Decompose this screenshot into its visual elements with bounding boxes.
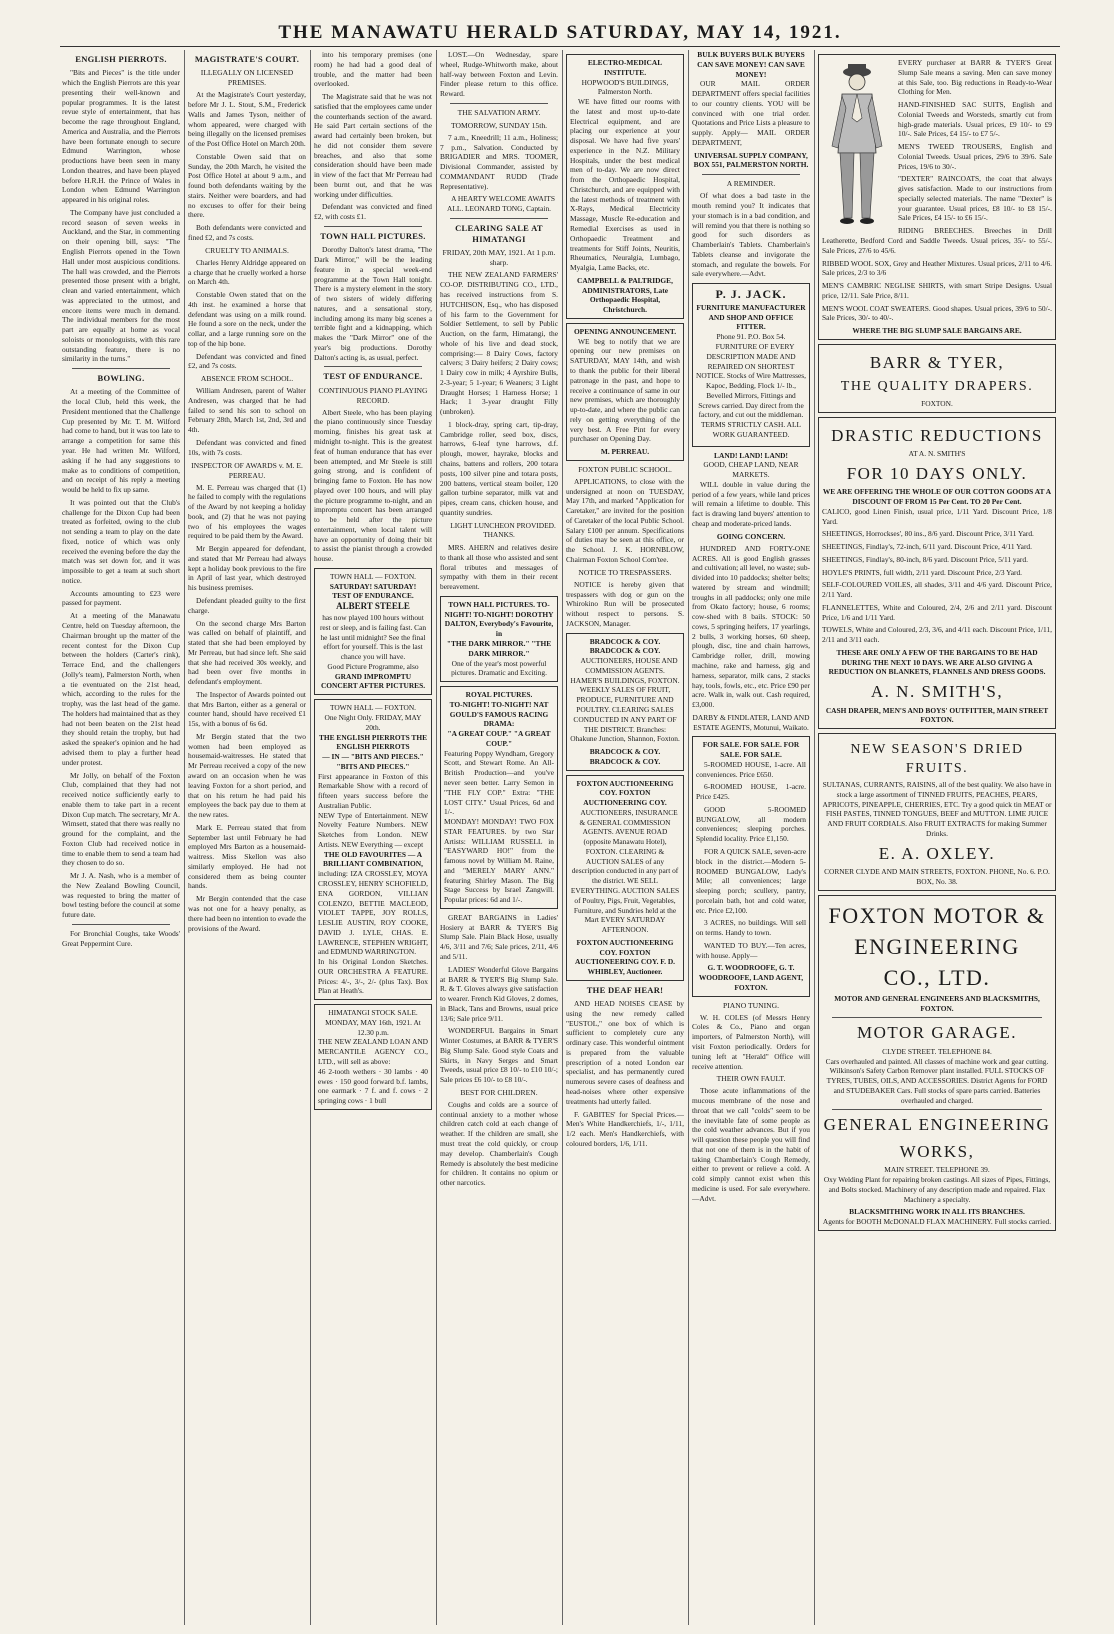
advert-line: Featuring Poppy Wyndham, Gregory Scott, and Stewart Rome. An All-British Production—and you've never seen better. Larry Semon in "THE FLY COP." Extra: "THE LOST CITY." Usual Prices, 6d and 1/-. xyxy=(444,748,554,817)
advert-line: UNIVERSAL SUPPLY COMPANY, BOX 551, PALMERSTON NORTH. xyxy=(693,150,809,170)
paragraph: THE NEW ZEALAND FARMERS' CO-OP. DISTRIBUTING CO., LTD., has received instructions from S. HUTCHISON, Esq., who has disposed of his farm to the Government for Soldier Settlement, to sell by Public Auction, on the farm, Himatangi, the whole of his live and dead stock, comprising:— 8 Dairy Cows, factory calvers; 3 Dairy heifers; 2 Dairy cows; 1 Dairy cow in milk; 4 Ayrshire Bulls, 2-3-year; 5 1-year; 6 Weaners; 3 Light Draught Horses; 1 Harness Horse; 1 Hack; 1 3-year draught Filly (unbroken). xyxy=(440,270,558,417)
advert-line: FURNITURE MANUFACTURER AND SHOP AND OFFICE FITTER. xyxy=(696,302,806,332)
column-divider xyxy=(814,50,815,1625)
paragraph: NOTICE is hereby given that trespassers with dog or gun on the Whirokino Run will be prosecuted without respect to persons. S. JACKSON, Manager. xyxy=(566,579,684,628)
price-line: CALICO, good Linen Finish, usual price, 1/11 Yard. Discount Price, 1/8 Yard. xyxy=(822,506,1052,526)
paragraph: Both defendants were convicted and fined £2, and 7s costs. xyxy=(188,223,306,242)
paragraph: "Bits and Pieces" is the title under which the English Pierrots are this year presenting their well-known and popular programmes. It is the latest revue style of entertainment, that has become the rage throughout England, America and Australia, and the Pierrots have been fortunate enough to secure Edmund Warrington, whose productions have been seen in many London theatres, and have been played before H.R.H. the Prince of Wales in London when Edmund Warrington appeared in his original roles. xyxy=(62,68,180,205)
divider xyxy=(324,226,422,227)
paragraph: William Andresen, parent of Walter Andresen, was charged that he had failed to send his son to school on February 28th, March 1st, 2nd, 3rd and 4th. xyxy=(188,386,306,435)
price-line: HOYLE'S PRINTS, full width, 2/11 yard. Discount Price, 2/3 Yard. xyxy=(822,567,1022,577)
advert-line: P. J. JACK. xyxy=(715,287,787,302)
paragraph: Of what does a bad taste in the mouth remind you? It indicates that your stomach is in a bad condition, and will remind you that there is nothing so good for such disorders as Chamberlain's Tablets. Chamberlain's Tablets cleanse and invigorate the stomach, and regulate the bowels. For sale everywhere.—Advt. xyxy=(692,191,810,279)
sub-heading: THEIR OWN FAULT. xyxy=(716,1074,786,1084)
paragraph: Charles Henry Aldridge appeared on a charge that he cruelly worked a horse on March 4th. xyxy=(188,257,306,287)
sub-heading: CONTINUOUS PIANO PLAYING RECORD. xyxy=(318,385,428,405)
divider xyxy=(450,103,548,104)
article-heading: CLEARING SALE AT HIMATANGI xyxy=(455,222,543,245)
paragraph: Defendant was convicted and fined 10s, with 7s costs. xyxy=(188,438,306,457)
advert-line: THE ENGLISH PIERROTS THE ENGLISH PIERROTS xyxy=(318,732,428,752)
paragraph: GREAT BARGAINS in Ladies' Hosiery at BARR & TYER'S Big Slump Sale. Plain Black Hose, usually 4/6, 3/11 and 7/6; Sale prices, 2/11, 4/6 and 5/11. xyxy=(440,912,558,961)
divider xyxy=(72,924,170,925)
sub-heading: ABSENCE FROM SCHOOL. xyxy=(200,374,294,384)
advert-line: — IN — "BITS AND PIECES." "BITS AND PIECES." xyxy=(322,752,424,771)
sub-heading: BEST FOR CHILDREN. xyxy=(460,1087,538,1097)
advert-line: TOWN HALL PICTURES. TO-NIGHT! TO-NIGHT! DOROTHY DALTON, Everybody's Favourite, in xyxy=(444,599,554,639)
advert-town-hall-pictures xyxy=(440,596,558,682)
masthead-rule xyxy=(60,46,1060,47)
column-3 xyxy=(314,50,432,1625)
sub-heading: GOING CONCERN. xyxy=(716,531,786,541)
advert-line: BLACKSMITHING WORK IN ALL ITS BRANCHES. xyxy=(849,1207,1025,1217)
paragraph: MRS. AHERN and relatives desire to thank all those who assisted and sent floral tributes and messages of sympathy with them in their recent bereavement. xyxy=(440,543,558,592)
advert-dried-fruits xyxy=(818,733,1056,891)
advert-line: First appearance in Foxton of this Remarkable Show with a record of fifteen years success before the Australian Public. xyxy=(318,771,428,810)
paragraph: OUR MAIL ORDER DEPARTMENT offers special facilities to our country clients. YOU will be convinced with one trial order. Quotations and Price Lists a pleasure to supply. Apply— MAIL ORDER DEPARTMENT, xyxy=(692,79,810,147)
divider xyxy=(832,1109,1042,1110)
advert-subtitle: THE QUALITY DRAPERS. xyxy=(840,379,1034,395)
paragraph: GOOD 5-ROOMED BUNGALOW, all modern conveniences; sleeping porches. Splendid locality. Price £1,150. xyxy=(696,804,806,844)
advert-line: MONDAY! MONDAY! TWO FOX STAR FEATURES. by two Star Artists: WILLIAM RUSSELL in "EASYWARD HO!" from the famous novel by William M. Raine, and "MERELY MARY ANN." featuring Shirley Mason. The Big Stage Success by Israel Zangwill. Popular prices: 6d and 1/-. xyxy=(444,817,554,905)
column-divider xyxy=(436,50,437,1625)
sub-heading: FRIDAY, 20th MAY, 1921. At 1 p.m. sharp. xyxy=(442,248,556,268)
column-divider xyxy=(688,50,689,1625)
man-in-suit-illustration xyxy=(822,58,892,228)
paragraph: AUCTIONEERS, INSURANCE & GENERAL COMMISSION AGENTS. AVENUE ROAD (opposite Manawatu Hotel), FOXTON. CLEARING & AUCTION SALES of any description conducted in any part of the district. WE SELL EVERYTHING. AUCTION SALES of Poultry, Pigs, Fruit, Vegetables, Furniture, and Sundries held at the Mart EVERY SATURDAY AFTERNOON. xyxy=(570,807,680,935)
sub-heading: NOTICE TO TRESPASSERS. xyxy=(578,567,672,577)
article-heading: MAGISTRATE'S COURT. xyxy=(194,54,300,64)
advert-line: TEST OF ENDURANCE. xyxy=(332,591,414,601)
column-5 xyxy=(566,50,684,1625)
paragraph: HUNDRED AND FORTY-ONE ACRES. All is good English grasses and cultivation; all level, no waste; sub-divided into 10 paddocks; shelter belts; watered by stream and windmill; troughs in all paddocks; only one mile from Okato factory; house, 6 rooms; cow-shed with 8 bails. STOCK: 50 cows, 5 springing heifers, 17 yearlings, 2 bulls, 3 working horses, 60 sheep, plough, disc, tine and chain harrows, Cambridge roller, drill, mowing machine, rake and harness, gig and harness, separator, milk cans, 2 stacks hay, tools, fowls, etc., etc. Price £90 per acre. Walk in, walk out. Cash required, £3,000. xyxy=(692,543,810,710)
column-7 xyxy=(818,50,1056,1625)
advert-line: One of the year's most powerful pictures. Dramatic and Exciting. xyxy=(451,658,547,678)
advert-line: CAMPBELL & PALTRIDGE, ADMINISTRATORS, Late Orthopaedic Hospital, Christchurch. xyxy=(577,275,673,315)
masthead: THE MANAWATU HERALD SATURDAY, MAY 14, 1921. xyxy=(278,22,842,43)
advert-title: FOR 10 DAYS ONLY. xyxy=(846,463,1028,483)
sub-heading: A REMINDER. xyxy=(726,179,776,189)
advert-line: FOR SALE. FOR SALE. FOR SALE. FOR SALE. xyxy=(702,740,800,760)
advert-line: FOXTON AUCTIONEERING COY. FOXTON AUCTIONEERING COY. xyxy=(576,778,674,808)
advert-drastic-reductions xyxy=(818,417,1056,730)
advert-line: GRAND IMPROMPTU CONCERT AFTER PICTURES. xyxy=(320,671,426,691)
paragraph: LADIES' Wonderful Glove Bargains at BARR & TYER'S Big Slump Sale. R. & T. Gloves always give satisfaction to wearer. French Kid Gloves, 2 domes, in Black, Tans and Browns, usual price 13/6; Sale price 9/11. xyxy=(440,964,558,1023)
paragraph: Mr Bergin contended that the case was not one for a heavy penalty, as there had been no intention to evade the provisions of the Award. xyxy=(188,894,306,933)
advert-line: NEW Type of Entertainment. NEW Novelty Feature Numbers. NEW Sketches from London. NEW Artists. NEW Everything — except xyxy=(318,810,428,849)
article-heading: TOWN HALL PICTURES. xyxy=(320,231,426,242)
column-divider xyxy=(184,50,185,1625)
paragraph: Coughs and colds are a source of continual anxiety to a mother whose children catch cold at each change of weather. If the children are small, she must treat the cold quickly, or croup may develop. Chamberlain's Cough Remedy is absolutely the best medicine for children. It contains no opium or other narcotics. xyxy=(440,1099,558,1188)
paragraph: Albert Steele, who has been playing the piano continuously since Tuesday morning, finishes his great task at midnight to-night. This is the greatest feat of human endurance that has ever been attempted, and Mr Steele is still going strong, and is confident of bringing fame to Foxton. He has now played over 100 hours, and will play the picture programme to-night, and an impromptu concert has been arranged to be held after the picture entertainment, when local talent will have an opportunity of doing their bit to assist the pianist through a crowded house. xyxy=(314,407,432,564)
article-heading: BOWLING. xyxy=(97,373,145,384)
advert-line: G. T. WOODROOFE, G. T. WOODROOFE, LAND AGENT, FOXTON. xyxy=(698,963,804,992)
divider xyxy=(324,366,422,367)
price-line: RIDING BREECHES. Breeches in Drill Leatherette, Bedford Cord and Saddle Tweeds. Usual prices, 35/- to 55/-. Sale Prices, 27/6 to 45/6. xyxy=(822,226,1052,255)
advert-pj-jack xyxy=(692,283,810,447)
advert-opening xyxy=(566,323,684,461)
paragraph: 7 a.m., Kneedrill; 11 a.m., Holiness; 7 p.m., Salvation. Conducted by BRIGADIER and MRS. TOOMER, Divisional Commander, assisted by COMMANDANT RUDD (Trade Representative). xyxy=(440,132,558,191)
advert-line: FOXTON. xyxy=(921,398,953,408)
advert-line: GOOD, CHEAP LAND, NEAR MARKETS. xyxy=(703,460,799,480)
paragraph: SULTANAS, CURRANTS, RAISINS, all of the best quality. We also have in stock a large assortment of TINNED FRUITS, PEACHES, PEARS, APRICOTS, PINEAPPLE, CHERRIES, ETC. Try a good quick tin MEAT or FISH PASTES, TINNED TONGUES, BEEF and MUTTON. LIME JUICE AND FRUIT CORDIALS. Also FRUIT EXTRACTS for making Summer Drinks. xyxy=(822,780,1052,838)
advert-line: CASH DRAPER, MEN'S AND BOYS' OUTFITTER, MAIN STREET FOXTON. xyxy=(825,705,1049,725)
paragraph: into his temporary premises (one room) he had had a good deal of trouble, and the matter had been overlooked. xyxy=(314,50,432,89)
advert-line: LAND! LAND! LAND! xyxy=(714,450,788,460)
paragraph: Constable Owen stated that on the 4th inst. he examined a horse that defendant was using on a milk round. He found a sore on the neck, under the collar, and a large running sore on the top of the hip bone. xyxy=(188,290,306,348)
article-heading: THE DEAF HEAR! xyxy=(586,984,664,995)
sub-heading: ILLEGALLY ON LICENSED PREMISES. xyxy=(200,68,294,88)
advert-line: FOXTON AUCTIONEERING COY. FOXTON AUCTIONEERING COY. F. D. WHIBLEY, Auctioneer. xyxy=(574,937,676,977)
advert-line: Good Picture Programme, also xyxy=(327,661,419,671)
advert-line: WE ARE OFFERING THE WHOLE OF OUR COTTON GOODS AT A DISCOUNT OF FROM 15 Per Cent. TO 20 Per Cent. xyxy=(822,487,1052,506)
advert-line: HIMATANGI STOCK SALE. MONDAY, MAY 16th, 1921. At 12.30 p.m. xyxy=(325,1008,421,1037)
advert-foxton-auctioneering xyxy=(566,775,684,981)
advert-line: including: IZA CROSSLEY, MOYA CROSSLEY, HENRY SCHOFIELD, ENA GORDON, VILLIAN COLENZO, BETTIE MACLEOD, VIOLET TAPPE, JOY ROLLS, LESLIE AUSTIN, ROY COOKE, DAVID J. LYLE, CHAS. E. LAWRENCE, STEPHEN WRIGHT, and EDMUND WARRINGTON. xyxy=(318,869,428,957)
paragraph: Accounts amounting to £23 were passed for payment. xyxy=(62,588,180,608)
advert-line: Agents for BOOTH McDONALD FLAX MACHINERY. Full stocks carried. xyxy=(822,1217,1052,1227)
advert-line: TO-NIGHT! TO-NIGHT! NAT GOULD'S FAMOUS RACING DRAMA: xyxy=(449,699,549,729)
advert-line: "THE DARK MIRROR." "THE DARK MIRROR." xyxy=(446,639,552,658)
advert-line: BULK BUYERS BULK BUYERS CAN SAVE MONEY! CAN SAVE MONEY! xyxy=(697,50,805,79)
paragraph: WANTED TO BUY.—Ten acres, with house. Apply— xyxy=(696,940,806,960)
paragraph: AND HEAD NOISES CEASE by using the new remedy called "EUSTOL," one box of which is sufficient to completely cure any ordinary case. This wonderful ointment is prepared from the valuable prescription of a noted London ear specialist, and has permanently cured numerous severe cases of deafness and head-noises where other expensive treatments had utterly failed. xyxy=(566,999,684,1106)
advert-line: DARBY & FINDLATER, LAND AND ESTATE AGENTS, Motunui, Waikato. xyxy=(692,712,810,732)
paragraph: EVERY purchaser at BARR & TYER'S Great Slump Sale means a saving. Men can save money at this Sale, too. Big reductions in Ready-to-Wear Clothing for Men. xyxy=(898,58,1052,97)
advert-line: MOTOR AND GENERAL ENGINEERS AND BLACKSMITHS, FOXTON. xyxy=(834,993,1040,1013)
paragraph: Mr Bergin stated that the two women had been employed as housemaid-waitresses. He stated that Mr Perreau received a copy of the new award on an occasion when he was leaving Foxton for a short period, and that on his return he had paid his employees the back pay due to them at the new rates. xyxy=(188,731,306,820)
price-line: SHEETINGS, Findlay's, 72-inch, 6/11 yard. Discount Price, 4/11 Yard. xyxy=(822,542,1032,552)
paragraph: The Magistrate said that he was not satisfied that the employees came under the counterhands section of the award. He said Part certain sections of the award had certainly been broken, but he did not consider them severe breaches, and also that some consideration should have been made in view of the fact that Mr Perreau had been burnt out, and that he was working under difficulties. xyxy=(314,92,432,199)
advert-line: THESE ARE ONLY A FEW OF THE BARGAINS TO BE HAD DURING THE NEXT 10 DAYS. WE ARE ALSO GIVING A REDUCTION ON BLANKETS, FLANNELS AND DRESS GOODS. xyxy=(828,647,1046,677)
advert-line: ROYAL PICTURES. xyxy=(465,690,533,700)
paragraph: Defendant was convicted and fined £2, and 7s costs. xyxy=(188,351,306,371)
divider xyxy=(450,218,548,219)
paragraph: W. H. COLES (of Messrs Henry Coles & Co., Piano and organ importers, of Palmerston North), will visit Foxton periodically. Orders for tuning left at "Herald" Office will receive attention. xyxy=(692,1012,810,1071)
advert-electro-medical xyxy=(566,54,684,319)
sub-heading: PIANO TUNING. xyxy=(723,1000,779,1010)
column-6 xyxy=(692,50,810,1625)
advert-title: DRASTIC REDUCTIONS xyxy=(831,425,1043,445)
paragraph: 5-ROOMED HOUSE, 1-acre. All conveniences. Price £650. xyxy=(696,759,806,779)
article-heading: ENGLISH PIERROTS. xyxy=(75,54,167,64)
advert-title: E. A. OXLEY. xyxy=(878,843,996,863)
paragraph: Those acute inflammations of the mucous membrane of the nose and throat that we call "colds" seem to be the inevitable fate of some people as the cold weather advances. But if you will question these people you will find that not one of them is in the habit of taking Chamberlain's Cough Remedy, either to prevent or relieve a cold. A cold simply cannot exist when this medicine is used. For sale everywhere.—Advt. xyxy=(692,1086,810,1203)
advert-bradcock xyxy=(566,633,684,771)
paragraph: APPLICATIONS, to close with the undersigned at noon on TUESDAY, May 17th, and marked "Application for Caretaker," are invited for the position of Caretaker of the local Public School. Salary £100 per annum. Specifications of duties may be seen at this office, or the School. J. K. HORNBLOW, Chairman Foxton School Com'tee. xyxy=(566,476,684,564)
paragraph: The Inspector of Awards pointed out that Mrs Barton, either as a general or counter hand, should have received £1 15s, with a bonus of 6s 6d. xyxy=(188,689,306,729)
advert-line: BRADCOCK & COY. BRADCOCK & COY. xyxy=(589,636,661,656)
price-line: MEN'S WOOL COAT SWEATERS. Good shapes. Usual prices, 39/6 to 50/-. Sale Prices, 30/- to 40/-. xyxy=(822,303,1052,323)
advert-line: M. PERREAU. xyxy=(600,447,650,457)
divider xyxy=(832,1017,1042,1018)
advert-title: WORKS, xyxy=(899,1141,975,1161)
price-line: TOWELS, White and Coloured, 2/3, 3/6, and 4/11 each. Discount Price, 1/11, 2/11 and 3/11 each. xyxy=(822,625,1052,645)
advert-line: TOWN HALL — FOXTON. xyxy=(329,703,417,713)
advert-line: OPENING ANNOUNCEMENT. xyxy=(573,326,677,336)
sub-heading: FOXTON PUBLIC SCHOOL. xyxy=(578,464,672,474)
paragraph: FOR A QUICK SALE, seven-acre block in the district.—Modern 5-ROOMED BUNGALOW, Lady's Mile; all conveniences; large sleeping porch; scullery, pantry, porcelain bath, hot and cold water, etc. Price £2,100. xyxy=(696,846,806,915)
price-line: FLANNELETTES, White and Coloured, 2/4, 2/6 and 2/11 yard. Discount Price, 1/6 and 1/11 Yard. xyxy=(822,602,1052,622)
advert-line: Phone 91. P.O. Box 54. xyxy=(716,332,786,342)
column-2 xyxy=(188,50,306,1625)
advert-title: GENERAL ENGINEERING xyxy=(823,1115,1051,1135)
paragraph: Oxy Welding Plant for repairing broken castings. All sizes of Pipes, Fittings, and Bolts stocked. Machinery of any description made and repaired. Flax Machinery a specialty. xyxy=(823,1175,1051,1204)
article-heading: TEST OF ENDURANCE. xyxy=(323,371,423,382)
advert-barr-tyer xyxy=(818,54,1056,340)
paragraph: M. E. Perreau was charged that (1) he failed to comply with the regulations of the Award by not keeping a holiday book, and (2) that he was not paying two of his employees the wages required to be paid them by the Award. xyxy=(188,482,306,541)
advert-english-pierrots xyxy=(314,699,432,1000)
paragraph: It was pointed out that the Club's challenge for the Dixon Cup had been treated as forfeited, owing to the club not sending a team to play on the date fixed, notice of which was only received the evening before the day the match was set down for, and it was impossible to get a team at such short notice. xyxy=(62,497,180,585)
paragraph: At a meeting of the Manawatu Centre, held on Tuesday afternoon, the Chairman brought up the matter of the recent contest for the Dixon Cup between the holders (Carter's rink), Terrace End, and the challengers (Jolly's team), Palmerston North, when a tie eventuated on the 21st head, which, according to the rules for the trophy, was the last head of the game. The holders had maintained that as they had not been beaten on the 21st head they should retain the trophy, but had asked the speaker's opinion and he had advised them to play a further head under protest. xyxy=(62,611,180,767)
paragraph: F. GABITES' for Special Prices.— Men's White Handkerchiefs, 1/-, 1/11, 1/2 each. Men's Handkerchiefs, with coloured borders, 1/6, 1/11. xyxy=(566,1109,684,1148)
paragraph: Cars overhauled and painted. All classes of machine work and gear cutting. Wilkinson's Safety Carbon Remover plant installed. FULL STOCKS OF TYRES, TUBES, OILS, AND ACCESSORIES. District Agents for FORD and STUDEBAKER Cars. Full stocks of spare parts carried. Batteries overhauled and charged. xyxy=(825,1056,1049,1105)
paragraph: 6-ROOMED HOUSE, 1-acre. Price £425. xyxy=(696,782,806,802)
paragraph: AUCTIONEERS, HOUSE AND COMMISSION AGENTS. HAMER'S BUILDINGS, FOXTON. WEEKLY SALES OF FRUIT, PRODUCE, FURNITURE AND POULTRY. CLEARING SALES CONDUCTED IN ANY PART OF THE DISTRICT. Branches: Ohakune Junction, Shannon, Foxton. xyxy=(570,656,680,744)
paragraph: Defendant pleaded guilty to the first charge. xyxy=(188,596,306,615)
advert-stock-sale xyxy=(314,1004,432,1110)
advert-line: 46 2-tooth wethers · 30 lambs · 40 ewes · 150 good forward b.f. lambs, one earmark · 7 f. and f. cows · 2 springing cows · 1 bull xyxy=(318,1066,428,1106)
advert-title: CO., LTD. xyxy=(883,964,991,990)
paragraph: Mr Bergin appeared for defendant, and stated that Mr Perreau had always kept a holiday book previous to the fire in April of last year, which destroyed his business premises. xyxy=(188,544,306,593)
barr-tyer-banner xyxy=(818,344,1056,413)
sub-heading: TOMORROW, SUNDAY 15th. xyxy=(450,120,548,130)
advert-line: One Night Only. FRIDAY, MAY 20th. xyxy=(324,712,422,732)
price-line: SHEETINGS, Findlay's, 80-inch, 8/6 yard. Discount Price, 5/11 yard. xyxy=(822,554,1028,564)
advert-line: For Bronchial Coughs, take Woods' Great Peppermint Cure. xyxy=(62,928,180,948)
price-line: RIBBED WOOL SOX, Grey and Heather Mixtures. Usual prices, 2/11 to 4/6. Sale prices, 2/3 to 3/6 xyxy=(822,258,1052,278)
paragraph: Mark E. Perreau stated that from September last until February he had employed Mrs Barton as a housemaid-waitress. Miss Skellon was also similarly employed. He had not considered them as being counter hands. xyxy=(188,822,306,891)
paragraph: LIGHT LUNCHEON PROVIDED. THANKS. xyxy=(450,520,556,540)
sub-heading: CRUELTY TO ANIMALS. xyxy=(205,245,289,255)
column-divider xyxy=(310,50,311,1625)
paragraph: The Company have just concluded a record season of seven weeks in Auckland, and the Star, in commenting on their opening bill, says: "The English Pierrots opened in the Town Hall under most auspicious conditions. The hall was crowded, and the Pierrots presented those present with a bright, clean and varied entertainment, which was appreciated to the utmost, and encore items were much in demand. The individual members for the most part are equally at home as vocal soloists or monologuists, with this rare outstanding feature, there is no similarity in the turns." xyxy=(62,207,180,364)
sub-heading: THE SALVATION ARMY. xyxy=(457,107,541,117)
price-line: MEN'S CAMBRIC NEGLISE SHIRTS, with smart Stripe Designs. Usual price, 12/11. Sale Price, 8/11. xyxy=(822,281,1052,300)
paragraph: Defendant was convicted and fined £2, with costs £1. xyxy=(314,202,432,222)
paragraph: WONDERFUL Bargains in Smart Winter Costumes, at BARR & TYER'S Big Slump Sale. Good style Coats and Skirts, in Navy Serges and Smart Tweeds, usual price £8 10/- to £10 10/-; Sale prices £6 10/- to £8 10/-. xyxy=(440,1026,558,1085)
divider xyxy=(72,368,170,369)
paragraph: Mr J. A. Nash, who is a member of the New Zealand Bowling Council, was requested to bring the matter of bowl testing before the council at some future date. xyxy=(62,871,180,920)
advert-line: ELECTRO-MEDICAL INSTITUTE. xyxy=(587,58,663,77)
advert-test-of-endurance xyxy=(314,568,432,695)
advert-line: HOPWOOD'S BUILDINGS, Palmerston North. xyxy=(581,77,669,97)
advert-line: has now played 100 hours without rest or sleep, and is failing fast. Can he last until midnight? See the final effort for yourself. This is the last chance you will have. xyxy=(319,613,427,662)
advert-line: ALBERT STEELE xyxy=(336,601,410,612)
advert-line: WHERE THE BIG SLUMP SALE BARGAINS ARE. xyxy=(852,326,1022,336)
paragraph: Dorothy Dalton's latest drama, "The Dark Mirror," will be the leading feature in a special week-end programme at the Town Hall tonight. There is a mystery element in the story of two sisters of widely differing natures, and a sensational story, including among its many big scenes a terrible fight and a kidnapping, which makes the "Dark Mirror" one of the year's big productions. Dorothy Dalton's acting is, as usual, perfect. xyxy=(314,245,432,362)
advert-line: LOST.—On Wednesday, spare wheel, Rudge-Whitworth make, about half-way between Foxton and Levin. Finder please return to this office. Reward. xyxy=(440,50,558,99)
advert-line: SATURDAY! SATURDAY! xyxy=(329,581,417,591)
advert-line: AT A. N. SMITH'S xyxy=(908,449,966,459)
paragraph: 3 ACRES, no buildings. Will sell on terms. Handy to town. xyxy=(696,918,806,938)
advert-line: THE NEW ZEALAND LOAN AND MERCANTILE AGENCY CO., LTD., will sell as above: xyxy=(318,1037,428,1067)
paragraph: On the second charge Mrs Barton was called on behalf of plaintiff, and stated that she had been employed by Mr Perreau, but had since left. She said that she had received 30s weekly, and had been over five months in defendant's employment. xyxy=(188,618,306,687)
advert-line: BRADCOCK & COY. BRADCOCK & COY. xyxy=(589,747,661,766)
column-1 xyxy=(62,50,180,1625)
paragraph: Mr Jolly, on behalf of the Foxton Club, complained that they had not received notice sufficiently early to enable them to take part in a recent Dixon Cup match. The secretary, Mr A. Wimsett, stated that there was really no ground for the complaint, and the Foxton Club had received notice in time to enable them to send a team had they chosen to do so. xyxy=(62,770,180,868)
advert-royal-pictures xyxy=(440,686,558,909)
paragraph: Constable Owen said that on Sunday, the 20th March, he visited the Post Office Hotel at about 9 a.m., and found both defendants waiting by the stairs. Neither were boarders, and had no excuses to offer for their being there. xyxy=(188,151,306,220)
paragraph: WE have fitted our rooms with the latest and most up-to-date Electrical equipment, and are placing our experience at your disposal. We have had five years' experience in the N.Z. Military Hospitals, under the best medical men of to-day. We are now direct from the Orthopaedic Hospital, Christchurch, and are equipped with the latest methods of treatment with X-Rays, Medical Electricity Massage, Muscle Re-education and Remedial Exercises as used in Orthopaedic Treatment and treatments for Stiff Joints, Neuritis, Rheumatics, Neuralgia, Lumbago, Myalgia, Lame Backs, etc. xyxy=(570,97,680,273)
price-line: MEN'S TWEED TROUSERS, English and Colonial Tweeds. Usual prices, 29/6 to 39/6. Sale Prices, 19/6 to 30/-. xyxy=(898,142,1052,171)
sub-heading: INSPECTOR OF AWARDS v. M. E. PERREAU. xyxy=(191,460,303,480)
advert-for-sale xyxy=(692,736,810,996)
paragraph: WE beg to notify that we are opening our new premises on SATURDAY, MAY 14th, and wish to thank the public for their liberal patronage in the past, and hope to receive a continuance of same in our new premises, which are thoroughly up-to-date, and where the public can rely on getting everything of the very best. A Free Pint for every purchaser on Opening Day. xyxy=(570,336,680,444)
paragraph: FURNITURE OF EVERY DESCRIPTION MADE AND REPAIRED ON SHORTEST NOTICE. Stocks of Wire Mattresses, Kapoc, Bedding, Flock 1/- lb., Bevelled Mirrors, Fittings and Screws carried. Day direct from the factory, and cut out the middleman. TERMS STRICTLY CASH. ALL WORK GUARANTEED. xyxy=(696,341,806,439)
advert-title: ENGINEERING xyxy=(854,933,1020,959)
advert-title: A. N. SMITH'S, xyxy=(870,682,1004,702)
advert-line: "A GREAT COUP." "A GREAT COUP." xyxy=(447,729,551,748)
advert-line: THE OLD FAVOURITES — A BRILLIANT COMBINATION, xyxy=(323,849,423,869)
column-divider xyxy=(562,50,563,1625)
price-line: "DEXTER" RAINCOATS, the coat that always gives satisfaction. Made to our instructions from specially selected materials. The name "Dexter" is your guarantee. Usual prices, £8 10/- to £8 15/-. Sale Prices, £4 15/- to £6 15/-. xyxy=(898,174,1052,223)
advert-line: CLYDE STREET. TELEPHONE 84. xyxy=(882,1046,992,1056)
paragraph: A HEARTY WELCOME AWAITS ALL. LEONARD TONG, Captain. xyxy=(446,194,555,214)
column-4 xyxy=(440,50,558,1625)
advert-title: FOXTON MOTOR & xyxy=(828,902,1046,928)
paragraph: At a meeting of the Committee of the local Club, held this week, the President mentioned that the Challenge Cup presented by Mr. T. M. Wilford had come to hand, but it was too late to arrange a competition for same this year. He had written Mr. Wilford, asking if he had any suggestions to make as to conditions of competition, and on receipt of his reply a meeting would be held to fix up same. xyxy=(62,387,180,495)
advert-title: MOTOR GARAGE. xyxy=(857,1023,1017,1043)
advert-line: MAIN STREET. TELEPHONE 39. xyxy=(884,1165,990,1175)
paragraph: 1 block-dray, spring cart, tip-dray, Cambridge roller, seed box, discs, harrows, 6-leaf tyne harrows, d.f. plough, mower, hayrake, blocks and chains, battens and rollers, 200 totara posts, 100 silver pine and totara posts, 200 battens, vertical steam boiler, 120 gallon turbine separator, milk vat and pipes, cream cans, chicken house, and quantity sundries. xyxy=(440,419,558,517)
divider xyxy=(702,174,800,175)
price-line: SHEETINGS, Horrockses', 80 ins., 8/6 yard. Discount Price, 3/11 Yard. xyxy=(822,529,1034,539)
price-line: HAND-FINISHED SAC SUITS, English and Colonial Tweeds and Worsteds, smartly cut from high-grade materials. Usual prices, £9 10/- to £9 10/-. Sale Prices, £4 15/- to £7 5/-. xyxy=(898,100,1052,139)
price-line: SELF-COLOURED VOILES, all shades, 3/11 and 4/6 yard. Discount Price, 2/11 Yard. xyxy=(822,580,1052,600)
advert-title: BARR & TYER, xyxy=(869,352,1005,372)
advert-line: TOWN HALL — FOXTON. xyxy=(329,571,417,581)
advert-line: In his Original London Sketches. OUR ORCHESTRA A FEATURE. Prices: 4/-, 3/-, 2/- (plus Tax). Box Plan at Heath's. xyxy=(318,957,428,996)
advert-foxton-motor xyxy=(818,895,1056,1231)
advert-title: NEW SEASON'S DRIED FRUITS. xyxy=(850,742,1024,776)
paragraph: At the Magistrate's Court yesterday, before Mr J. L. Stout, S.M., Frederick Walls and James Tyson, neither of whom appeared, were charged with being illegally on the licensed premises of the Post Office Hotel on March 20th. xyxy=(188,90,306,149)
advert-line: CORNER CLYDE AND MAIN STREETS, FOXTON. PHONE, No. 6. P.O. BOX, No. 38. xyxy=(824,867,1050,886)
paragraph: WILL double in value during the period of a few years, while land prices will remain a lifetime to double. This fact is drawing land buyers' attention to cheap and moderate-priced lands. xyxy=(692,479,810,528)
